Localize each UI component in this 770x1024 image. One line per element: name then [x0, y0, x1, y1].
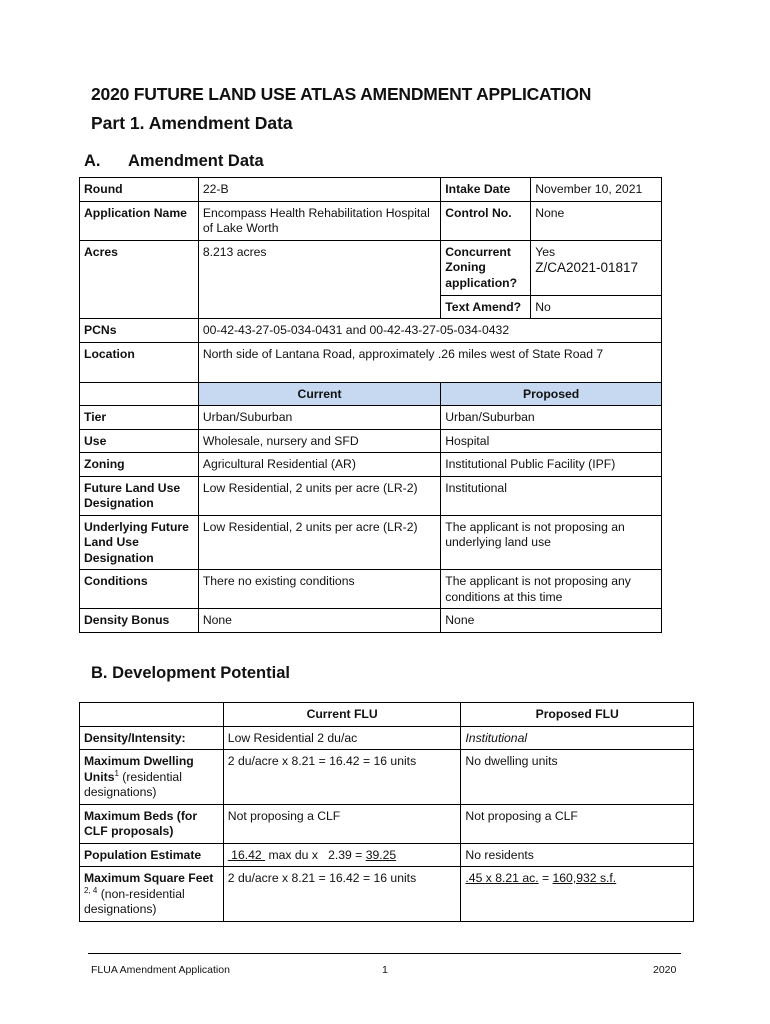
proposed-value: Institutional Public Facility (IPF) [441, 453, 662, 477]
proposed-value: Urban/Suburban [441, 406, 662, 430]
round-value: 22-B [198, 178, 440, 202]
column-header-proposed-flu: Proposed FLU [461, 703, 694, 727]
table-row [80, 804, 694, 843]
current-value: Low Residential, 2 units per acre (LR-2) [198, 476, 440, 515]
population-du-value: 16.42 [227, 847, 266, 862]
text-amend-value: No [531, 295, 662, 319]
section-b-heading: B. Development Potential [91, 664, 290, 682]
density-proposed-value: Institutional [461, 726, 694, 750]
footnote-marker: 1 [114, 768, 119, 778]
max-square-feet-label-note: (non-residential designations) [84, 886, 185, 916]
row-label: Use [80, 429, 199, 453]
table-header-row [80, 382, 662, 406]
acres-label: Acres [80, 240, 199, 319]
section-a-letter: A. [84, 152, 101, 170]
application-name-label: Application Name [80, 201, 199, 240]
intake-date-label: Intake Date [441, 178, 531, 202]
sqft-result: 160,932 s.f. [552, 871, 617, 885]
max-square-feet-label [80, 867, 224, 922]
table-row [80, 476, 662, 515]
max-beds-label: Maximum Beds (for CLF proposals) [80, 804, 224, 843]
footnote-marker: 2, 4 [84, 885, 98, 895]
table-row [80, 570, 662, 609]
header-blank-cell [80, 382, 199, 406]
table-row [80, 406, 662, 430]
development-potential-table [79, 702, 694, 922]
table-row [80, 726, 694, 750]
intake-date-value: November 10, 2021 [531, 178, 662, 202]
table-row [80, 429, 662, 453]
table-row [80, 843, 694, 867]
column-header-proposed: Proposed [441, 382, 662, 406]
table-row [80, 342, 662, 382]
max-dwelling-units-label [80, 750, 224, 805]
current-value: Agricultural Residential (AR) [198, 453, 440, 477]
footer-year: 2020 [653, 964, 677, 976]
control-no-label: Control No. [441, 201, 531, 240]
proposed-value: None [441, 609, 662, 633]
table-row [80, 319, 662, 343]
header-blank-cell [80, 703, 224, 727]
zoning-application-number: Z/CA2021-01817 [535, 260, 639, 275]
row-label: Future Land Use Designation [80, 476, 199, 515]
sqft-current-value: 2 du/acre x 8.21 = 16.42 = 16 units [223, 867, 461, 922]
current-value: Low Residential, 2 units per acre (LR-2) [198, 515, 440, 570]
current-value: None [198, 609, 440, 633]
row-label: Underlying Future Land Use Designation [80, 515, 199, 570]
footer-page-number: 1 [382, 964, 388, 976]
table-row [80, 867, 694, 922]
max-square-feet-label-bold: Maximum Square Feet [84, 871, 214, 885]
section-a-title: Amendment Data [128, 152, 264, 170]
sqft-formula: .45 x 8.21 ac. [465, 871, 539, 885]
proposed-value: The applicant is not proposing an underlying land use [441, 515, 662, 570]
document-title: 2020 FUTURE LAND USE ATLAS AMENDMENT APPLICATION [91, 84, 592, 104]
table-row [80, 178, 662, 202]
density-current-value: Low Residential 2 du/ac [223, 726, 461, 750]
proposed-value: Hospital [441, 429, 662, 453]
footer-divider [88, 953, 681, 954]
location-value: North side of Lantana Road, approximately .26 miles west of State Road 7 [198, 342, 661, 382]
table-row [80, 609, 662, 633]
density-intensity-label: Density/Intensity: [80, 726, 224, 750]
column-header-current-flu: Current FLU [223, 703, 461, 727]
row-label: Density Bonus [80, 609, 199, 633]
row-label: Conditions [80, 570, 199, 609]
application-name-value: Encompass Health Rehabilitation Hospital of Lake Worth [198, 201, 440, 240]
footer-document-name: FLUA Amendment Application [91, 964, 230, 976]
row-label: Zoning [80, 453, 199, 477]
current-value: Urban/Suburban [198, 406, 440, 430]
section-a-heading [84, 152, 264, 171]
table-header-row [80, 703, 694, 727]
dwelling-current-value: 2 du/acre x 8.21 = 16.42 = 16 units [223, 750, 461, 805]
proposed-value: Institutional [441, 476, 662, 515]
concurrent-zoning-label: Concurrent Zoning application? [441, 240, 531, 295]
population-estimate-label: Population Estimate [80, 843, 224, 867]
current-value: There no existing conditions [198, 570, 440, 609]
table-row [80, 515, 662, 570]
concurrent-zoning-value [531, 240, 662, 295]
text-amend-label: Text Amend? [441, 295, 531, 319]
table-row [80, 201, 662, 240]
population-current-value [223, 843, 461, 867]
part-heading: Part 1. Amendment Data [91, 113, 293, 133]
beds-current-value: Not proposing a CLF [223, 804, 461, 843]
column-header-current: Current [198, 382, 440, 406]
acres-value: 8.213 acres [198, 240, 440, 319]
round-label: Round [80, 178, 199, 202]
sqft-equals: = [538, 871, 553, 885]
population-proposed-value: No residents [461, 843, 694, 867]
amendment-data-table [79, 177, 662, 633]
table-row [80, 750, 694, 805]
max-dwelling-units-label-note: (residential designations) [84, 769, 182, 799]
max-dwelling-units-label-bold: Maximum Dwelling Units [84, 754, 194, 784]
table-row [80, 240, 662, 295]
pcns-value: 00-42-43-27-05-034-0431 and 00-42-43-27-05-034-0432 [198, 319, 661, 343]
proposed-value: The applicant is not proposing any conditions at this time [441, 570, 662, 609]
dwelling-proposed-value: No dwelling units [461, 750, 694, 805]
beds-proposed-value: Not proposing a CLF [461, 804, 694, 843]
concurrent-zoning-yes: Yes [535, 244, 556, 259]
control-no-value: None [531, 201, 662, 240]
current-value: Wholesale, nursery and SFD [198, 429, 440, 453]
population-result: 39.25 [365, 847, 397, 862]
location-label: Location [80, 342, 199, 382]
row-label: Tier [80, 406, 199, 430]
sqft-proposed-value [461, 867, 694, 922]
table-row [80, 453, 662, 477]
population-formula: max du x 2.39 = [265, 847, 366, 862]
pcns-label: PCNs [80, 319, 199, 343]
